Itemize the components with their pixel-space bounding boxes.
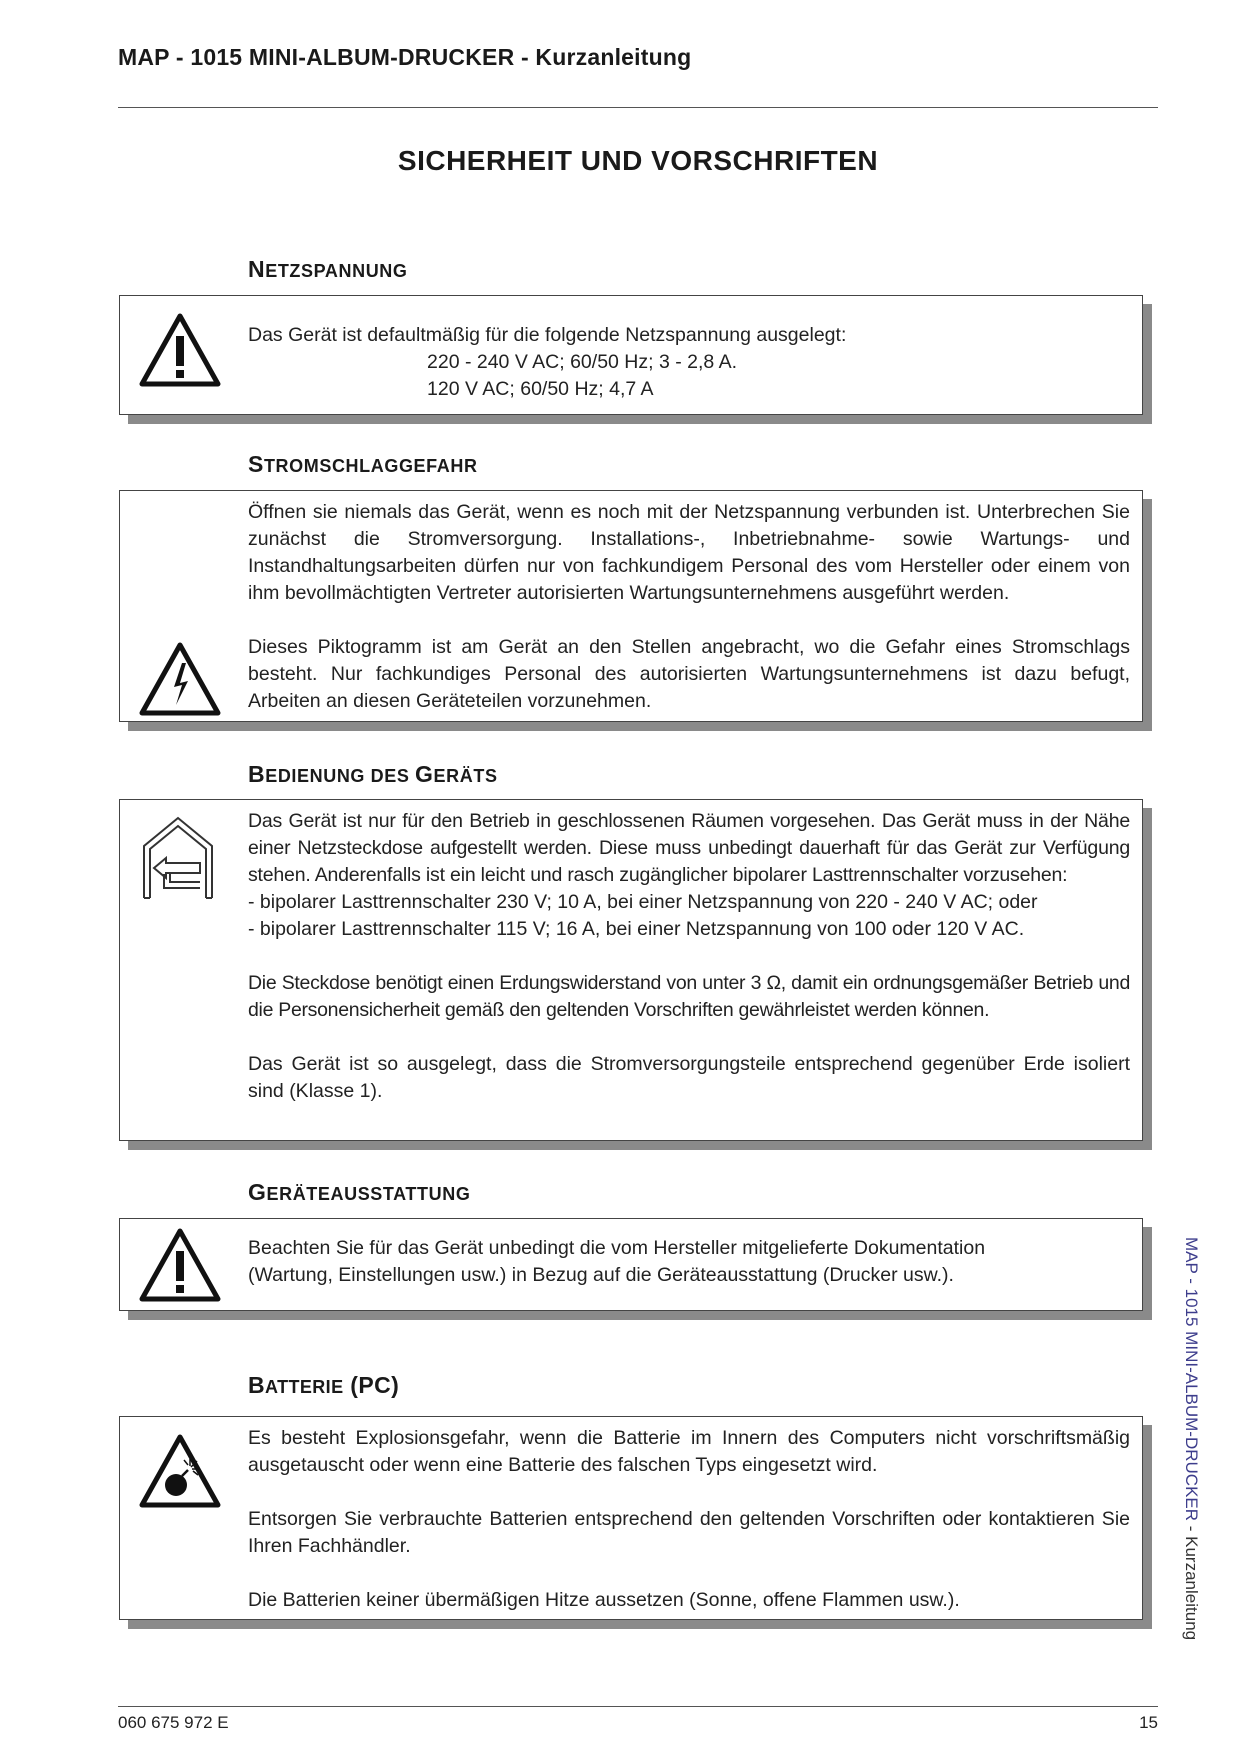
- notice-box-bedienung: [119, 799, 1143, 1141]
- notice-text-netzspannung: Das Gerät ist defaultmäßig für die folgende Netzspannung ausgelegt: 220 - 240 V AC; 60/50 Hz; 3 - 2,8 A. 120 V AC; 60/50 Hz; 4,7 A: [248, 324, 847, 400]
- notice-text-batterie: Es besteht Explosionsgefahr, wenn die Batterie im Innern des Computers nicht vorschriftsmäßig ausgetauscht oder wenn eine Batterie des falschen Typs eingesetzt wird. Entsorgen Sie verbrauchte Batterien entsprechend den geltenden Vorschriften oder kontaktieren Sie Ihren Fachhändler. Die Batterien keiner übermäßigen Hitze aussetzen (Sonne, offene Flammen usw.).: [248, 1427, 1130, 1611]
- header-divider: [118, 107, 1158, 108]
- footer-divider: [118, 1706, 1158, 1707]
- section-heading-netzspannung: NETZSPANNUNG: [248, 256, 408, 282]
- document-number: 060 675 972 E: [118, 1713, 229, 1732]
- notice-box-batterie: [119, 1416, 1143, 1620]
- notice-box-geraeteausstattung: [119, 1218, 1143, 1311]
- section-heading-stromschlaggefahr: STROMSCHLAGGEFAHR: [248, 451, 478, 477]
- list-item: - bipolarer Lasttrennschalter 230 V; 10 A, bei einer Netzspannung von 220 - 240 V AC; oder: [248, 891, 1038, 913]
- list-item: - bipolarer Lasttrennschalter 115 V; 16 A, bei einer Netzspannung von 100 oder 120 V AC.: [248, 918, 1025, 940]
- section-heading-batterie: BATTERIE (PC): [248, 1372, 400, 1398]
- section-heading-geraeteausstattung: GERÄTEAUSSTATTUNG: [248, 1179, 471, 1205]
- explosion-hazard-icon: [138, 1433, 222, 1509]
- electric-shock-icon: [138, 641, 222, 717]
- warning-icon: [138, 312, 222, 388]
- section-heading-bedienung: BEDIENUNG DES GERÄTS: [248, 761, 498, 787]
- document-header-title: MAP - 1015 MINI-ALBUM-DRUCKER - Kurzanleitung: [118, 44, 692, 70]
- notice-box-netzspannung: [119, 295, 1143, 415]
- notice-text-stromschlaggefahr: Öffnen sie niemals das Gerät, wenn es noch mit der Netzspannung verbunden ist. Unterbrechen Sie zunächst die Stromversorgung. Installations-, Inbetriebnahme- sowie Wartungs- und Instandhaltungsarbeiten dürfen nur von fachkundigem Personal des vom Hersteller oder einem von ihm bevollmächtigten Vertreter autorisierten Wartungsunternehmens ausgeführt werden. Dieses Piktogramm ist am Gerät an den Stellen angebracht, wo die Gefahr eines Stromschlags besteht. Nur fachkundiges Personal des autorisierten Wartungsunternehmens ist dazu befugt, Arbeiten an diesen Geräteteilen vorzunehmen.: [248, 501, 1130, 712]
- notice-box-stromschlaggefahr: [119, 490, 1143, 722]
- side-running-title: MAP - 1015 MINI-ALBUM-DRUCKER - Kurzanleitung: [1182, 1237, 1201, 1641]
- notice-text-bedienung: Das Gerät ist nur für den Betrieb in geschlossenen Räumen vorgesehen. Das Gerät muss in der Nähe einer Netzsteckdose aufgestellt werden. Diese muss unbedingt dauerhaft für das Gerät zur Verfügung stehen. Anderenfalls ist ein leicht und rasch zugänglicher bipolarer Lasttrennschalter vorzusehen: - bipolarer Lasttrennschalter 230 V; 10 A, bei einer Netzspannung von 220 - 240 V AC; oder - bipolarer Lasttrennschalter 115 V; 16 A, bei einer Netzspannung von 100 oder 120 V AC. Die Steckdose benötigt einen Erdungswiderstand von unter 3 Ω, damit ein ordnungsgemäßer Betrieb und die Personensicherheit gemäß den geltenden Vorschriften gewährleistet werden können. Das Gerät ist so ausgelegt, dass die Stromversorgungsteile entsprechend gegenüber Erde isoliert sind (Klasse 1).: [248, 810, 1130, 1102]
- page-number: 15: [1139, 1713, 1158, 1732]
- notice-text-geraeteausstattung: Beachten Sie für das Gerät unbedingt die vom Hersteller mitgelieferte Dokumentation (Wartung, Einstellungen usw.) in Bezug auf die Geräteausstattung (Drucker usw.).: [248, 1237, 986, 1286]
- page-title: SICHERHEIT UND VORSCHRIFTEN: [397, 145, 879, 176]
- warning-icon: [138, 1227, 222, 1303]
- indoor-use-icon: [138, 812, 218, 900]
